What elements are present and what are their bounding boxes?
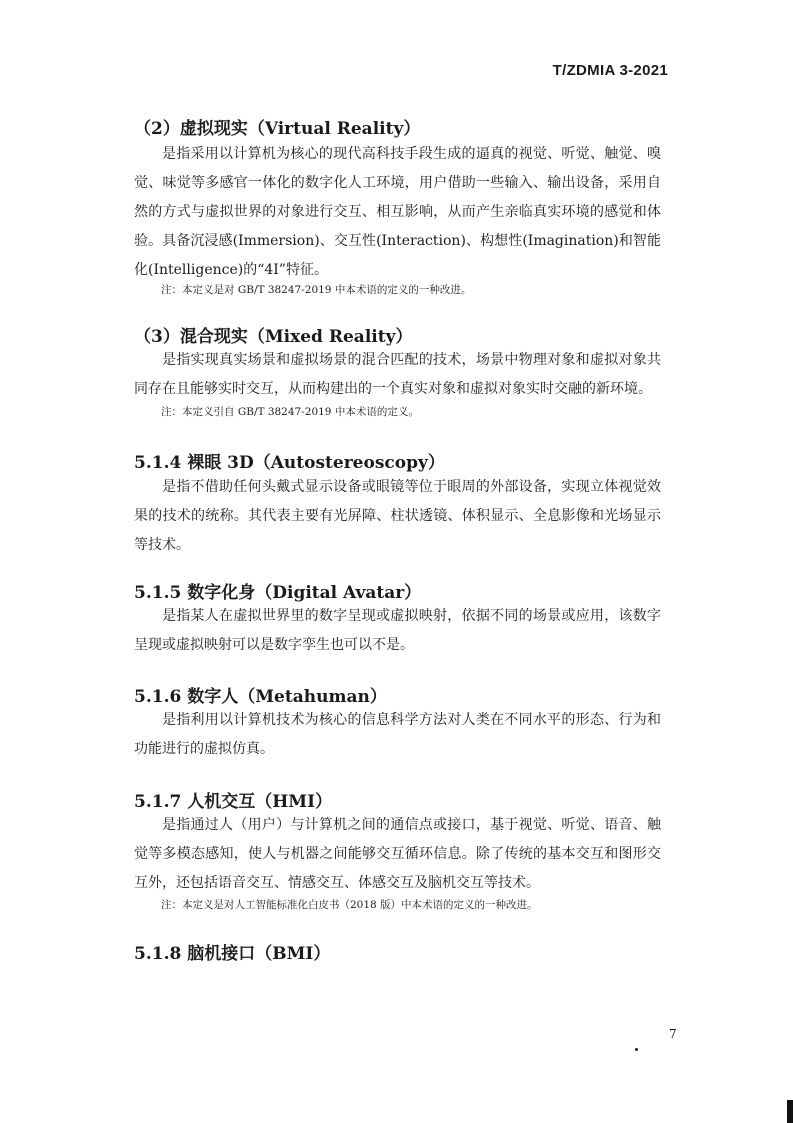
heading-5-1-4: 5.1.4 裸眼 3D（Autostereoscopy） [134, 453, 445, 473]
paragraph-5-1-5: 是指某人在虚拟世界里的数字呈现或虚拟映射，依据不同的场景或应用，该数字呈现或虚拟映射可以是数字孪生也可以不是。 [134, 608, 661, 653]
paragraph-virtual-reality: 是指采用以计算机为核心的现代高科技手段生成的逼真的视觉、听觉、触觉、嗅觉、味觉等多感官一体化的数字化人工环境，用户借助一些输入、输出设备，采用自然的方式与虚拟世界的对象进行交互、相互影响，从而产生亲临真实环境的感觉和体验。具备沉浸感(Immersion)、交互性(Interaction)、构想性(Imagination)和智能化(Intelligence)的“4I”特征。 [134, 146, 661, 278]
standard-code: T/ZDMIA 3-2021 [552, 62, 668, 79]
page-number: 7 [669, 1027, 677, 1041]
scan-speck [635, 1048, 638, 1051]
paragraph-5-1-7: 是指通过人（用户）与计算机之间的通信点或接口，基于视觉、听觉、语音、触觉等多模态感知，使人与机器之间能够交互循环信息。除了传统的基本交互和图形交互外，还包括语音交互、情感交互、体感交互及脑机交互等技术。 [134, 817, 661, 891]
heading-5-1-8: 5.1.8 脑机接口（BMI） [134, 944, 331, 964]
scan-edge-mark [787, 1100, 793, 1123]
note-virtual-reality: 注：本定义是对 GB/T 38247-2019 中本术语的定义的一种改进。 [161, 284, 472, 296]
heading-5-1-6: 5.1.6 数字人（Metahuman） [134, 687, 387, 707]
paragraph-mixed-reality: 是指实现真实场景和虚拟场景的混合匹配的技术，场景中物理对象和虚拟对象共同存在且能够实时交互，从而构建出的一个真实对象和虚拟对象实时交融的新环境。 [134, 352, 661, 397]
heading-virtual-reality: （2）虚拟现实（Virtual Reality） [134, 119, 421, 139]
note-mixed-reality: 注：本定义引自 GB/T 38247-2019 中本术语的定义。 [161, 406, 419, 418]
heading-5-1-5: 5.1.5 数字化身（Digital Avatar） [134, 583, 422, 603]
heading-5-1-7: 5.1.7 人机交互（HMI） [134, 792, 333, 812]
note-5-1-7: 注：本定义是对人工智能标准化白皮书（2018 版）中本术语的定义的一种改进。 [161, 899, 538, 911]
heading-mixed-reality: （3）混合现实（Mixed Reality） [134, 327, 413, 347]
paragraph-5-1-6: 是指利用以计算机技术为核心的信息科学方法对人类在不同水平的形态、行为和功能进行的虚拟仿真。 [134, 712, 661, 757]
paragraph-5-1-4: 是指不借助任何头戴式显示设备或眼镜等位于眼周的外部设备，实现立体视觉效果的技术的统称。其代表主要有光屏障、柱状透镜、体积显示、全息影像和光场显示等技术。 [134, 479, 661, 553]
